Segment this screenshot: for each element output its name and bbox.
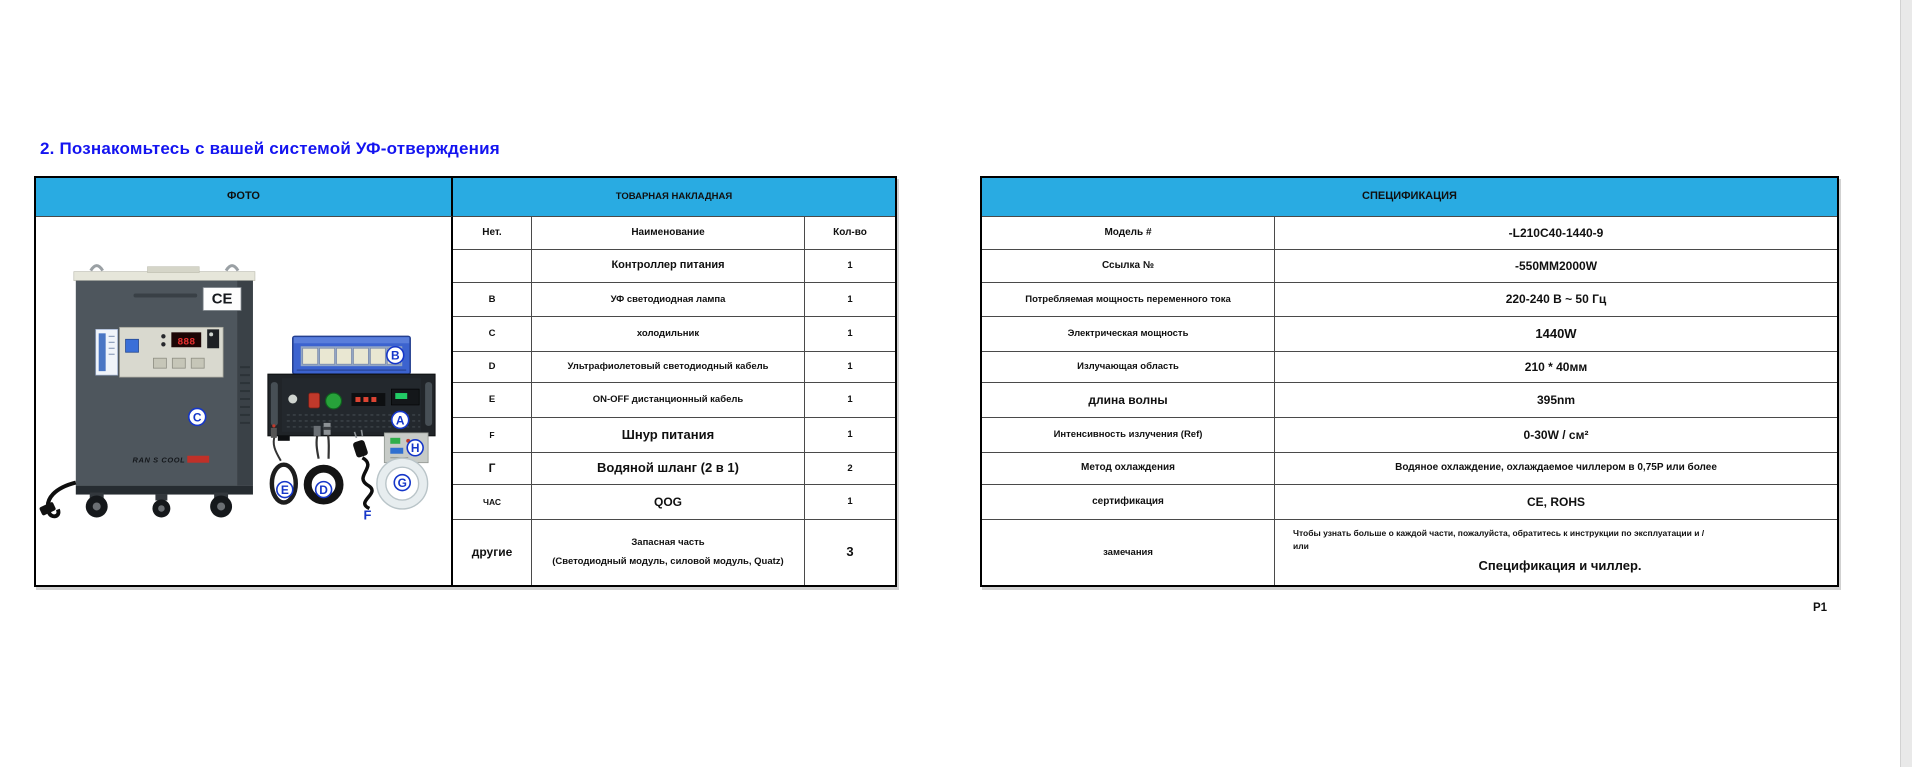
packing-row-no: E xyxy=(453,383,532,418)
photo-label-b: B xyxy=(390,348,400,363)
spec-label: Ссылка № xyxy=(982,250,1275,283)
spec-value: 1440W xyxy=(1275,317,1837,352)
packing-row-name: холодильник xyxy=(532,317,805,352)
packing-row-qty: 2 xyxy=(805,453,895,485)
packing-row-name: УФ светодиодная лампа xyxy=(532,283,805,317)
packing-row-name xyxy=(532,520,805,585)
power-cord xyxy=(352,430,372,509)
product-photo-illustration xyxy=(36,217,451,585)
spec-header: СПЕЦИФИКАЦИЯ xyxy=(982,178,1837,217)
remarks-line-2: или xyxy=(1293,540,1309,551)
spec-value: 0-30W / см² xyxy=(1275,418,1837,453)
spare-part-title: Запасная часть xyxy=(631,537,705,549)
remarks-line-1: Чтобы узнать больше о каждой части, пожалуйста, обратитесь к инструкции по эксплуатации и / xyxy=(1293,528,1705,538)
packing-row-name: QOG xyxy=(532,485,805,520)
page-number: P1 xyxy=(1813,602,1828,614)
spec-label: Метод охлаждения xyxy=(982,453,1275,485)
packing-row-qty: 1 xyxy=(805,418,895,453)
power-controller xyxy=(268,374,435,441)
spec-value: CE, ROHS xyxy=(1275,485,1837,520)
packing-row-qty: 3 xyxy=(846,544,854,560)
packing-row-qty: 1 xyxy=(805,383,895,418)
spec-label: длина волны xyxy=(982,383,1275,418)
packing-row-no: другие xyxy=(453,520,532,585)
packing-list-header: ТОВАРНАЯ НАКЛАДНАЯ xyxy=(453,178,895,217)
photo-label-d: D xyxy=(319,483,328,498)
photo-label-h: H xyxy=(410,441,420,456)
photo-label-a: A xyxy=(395,413,405,428)
spec-label: Потребляемая мощность переменного тока xyxy=(982,283,1275,317)
spec-remarks xyxy=(1275,520,1837,585)
packing-row-no: В xyxy=(453,283,532,317)
chiller-unit xyxy=(39,266,255,518)
spec-label: сертификация xyxy=(982,485,1275,520)
spec-label: Электрическая мощность xyxy=(982,317,1275,352)
svg-text:888: 888 xyxy=(177,336,196,348)
remarks-main: Спецификация и чиллер. xyxy=(1478,557,1642,573)
col-header-name: Наименование xyxy=(532,217,805,250)
spec-label: Модель # xyxy=(982,217,1275,250)
packing-row-qty: 1 xyxy=(805,283,895,317)
packing-row-name: Контроллер питания xyxy=(532,250,805,283)
col-header-no: Нет. xyxy=(453,217,532,250)
spec-value: -550MM2000W xyxy=(1275,250,1837,283)
packing-row-no: D xyxy=(453,352,532,383)
spec-label: Интенсивность излучения (Ref) xyxy=(982,418,1275,453)
packing-row-name: Водяной шланг (2 в 1) xyxy=(532,453,805,485)
packing-row-qty: 1 xyxy=(805,317,895,352)
packing-row-qty: 1 xyxy=(805,485,895,520)
spec-value: 210 * 40мм xyxy=(1275,352,1837,383)
page-title: 2. Познакомьтесь с вашей системой УФ-отверждения xyxy=(40,139,500,158)
viewer-right-margin xyxy=(1900,0,1912,767)
spec-label: замечания xyxy=(982,520,1275,585)
specification-table xyxy=(980,176,1839,587)
photo-label-c: C xyxy=(192,410,202,425)
product-photo xyxy=(36,217,453,585)
packing-row-name: Шнур питания xyxy=(532,418,805,453)
packing-row-qty: 1 xyxy=(805,250,895,283)
packing-row-no: ЧАС xyxy=(453,485,532,520)
packing-row-no: С xyxy=(453,317,532,352)
photo-label-e: E xyxy=(280,483,289,498)
packing-list-table xyxy=(34,176,897,587)
spec-value: Водяное охлаждение, охлаждаемое чиллером в 0,75P или более xyxy=(1275,453,1837,485)
packing-row-no: F xyxy=(453,418,532,453)
photo-column-header: ФОТО xyxy=(36,178,453,217)
photo-label-g: G xyxy=(397,476,407,491)
ce-mark: CE xyxy=(211,290,233,308)
spec-label: Излучающая область xyxy=(982,352,1275,383)
packing-row-qty: 1 xyxy=(805,352,895,383)
packing-row-name: ON-OFF дистанционный кабель xyxy=(532,383,805,418)
col-header-qty: Кол-во xyxy=(805,217,895,250)
spec-value: -L210C40-1440-9 xyxy=(1275,217,1837,250)
packing-row-no xyxy=(453,250,532,283)
brand-label: RAN S COOL xyxy=(132,455,186,465)
spec-value: 395nm xyxy=(1275,383,1837,418)
spare-part-detail: (Светодиодный модуль, силовой модуль, Quatz) xyxy=(552,556,784,567)
packing-row-no: Г xyxy=(453,453,532,485)
photo-label-f: F xyxy=(363,507,372,523)
packing-row-name: Ультрафиолетовый светодиодный кабель xyxy=(532,352,805,383)
spec-value: 220-240 В ~ 50 Гц xyxy=(1275,283,1837,317)
